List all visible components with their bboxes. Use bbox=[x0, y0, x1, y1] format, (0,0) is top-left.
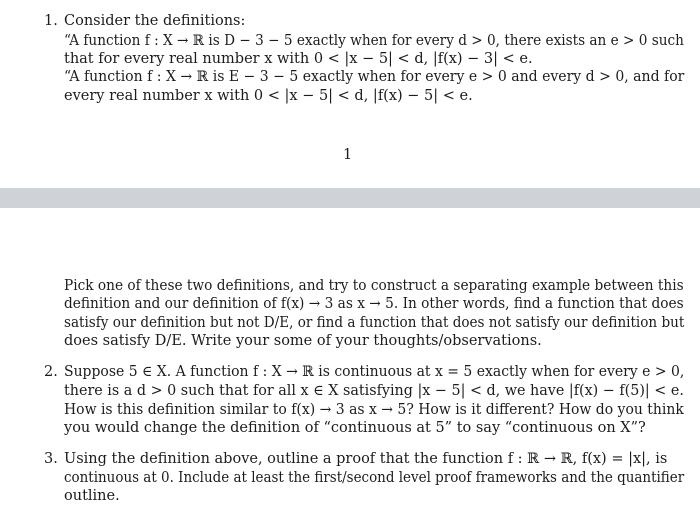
item-line: Consider the definitions: bbox=[64, 13, 246, 29]
item-line: there is a d > 0 such that for all x ∈ X satisfying |x − 5| < d, we have |f(x) − f(5)| < e. bbox=[64, 383, 684, 399]
paragraph-line: definition and our definition of f(x) → 3 as x → 5. In other words, find a function that does bbox=[64, 296, 684, 312]
paragraph-line: does satisfy D/E. Write your some of your thoughts/observations. bbox=[64, 333, 542, 349]
item-number: 3. bbox=[44, 451, 58, 467]
page-top bbox=[0, 0, 700, 188]
paragraph-line: satisfy our definition but not D/E, or find a function that does not satisfy our definition but bbox=[64, 315, 685, 331]
page-bottom bbox=[0, 208, 700, 517]
item-line: Suppose 5 ∈ X. A function f : X → ℝ is continuous at x = 5 exactly when for every e > 0, bbox=[64, 364, 685, 380]
item-line: outline. bbox=[64, 488, 120, 504]
item-line: that for every real number x with 0 < |x − 5| < d, |f(x) − 3| < e. bbox=[64, 51, 533, 67]
paragraph-line: Pick one of these two definitions, and try to construct a separating example between this bbox=[64, 278, 684, 294]
item-line: continuous at 0. Include at least the first/second level proof frameworks and the quantifier bbox=[64, 470, 685, 486]
item-line: “A function f : X → ℝ is D − 3 − 5 exactly when for every d > 0, there exists an e > 0 such bbox=[64, 33, 684, 49]
page-separator bbox=[0, 188, 700, 208]
item-line: you would change the definition of “continuous at 5” to say “continuous on X”? bbox=[64, 420, 646, 436]
item-number: 1. bbox=[44, 13, 58, 29]
item-line: every real number x with 0 < |x − 5| < d, |f(x) − 5| < e. bbox=[64, 88, 473, 104]
item-line: How is this definition similar to f(x) → 3 as x → 5? How is it different? How do you think bbox=[64, 402, 684, 418]
page-number: 1 bbox=[343, 147, 353, 163]
item-number: 2. bbox=[44, 364, 58, 380]
item-line: Using the definition above, outline a proof that the function f : ℝ → ℝ, f(x) = |x|, is bbox=[64, 451, 668, 467]
item-line: “A function f : X → ℝ is E − 3 − 5 exactly when for every e > 0 and every d > 0, and for bbox=[64, 69, 685, 85]
